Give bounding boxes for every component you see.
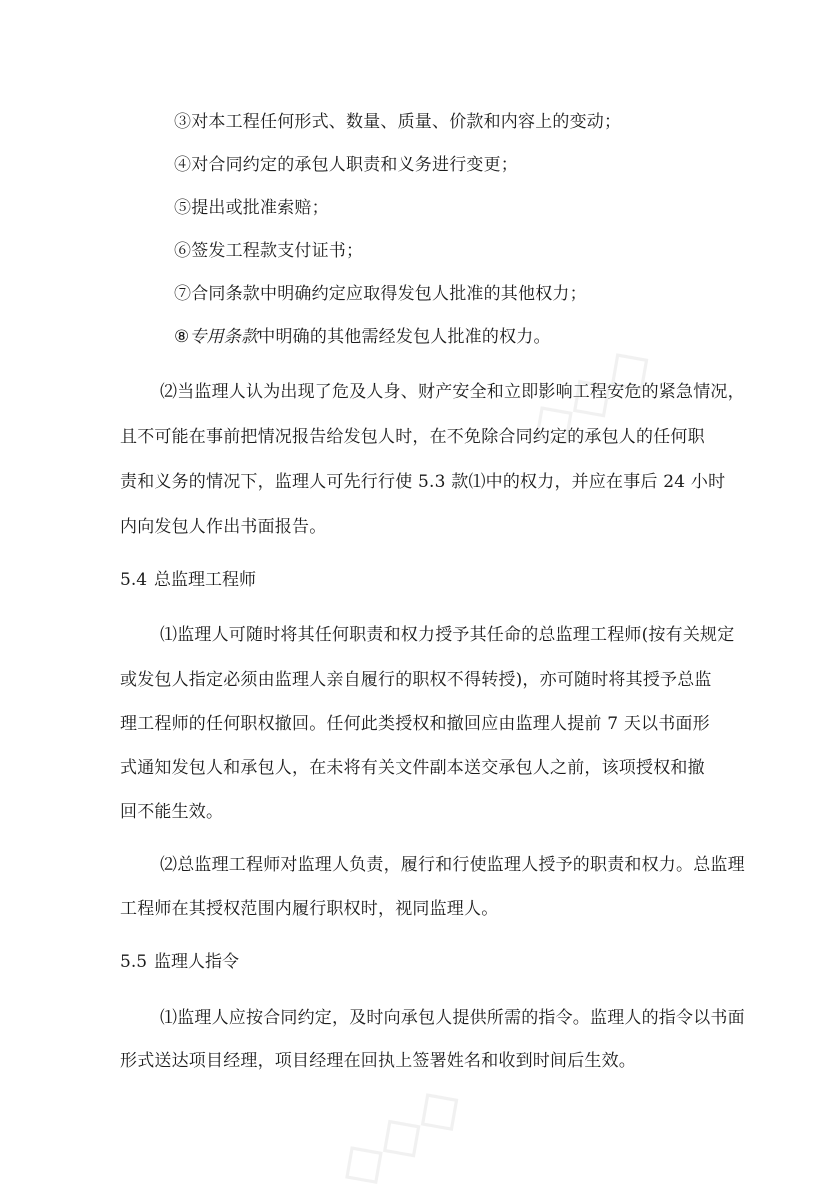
list-item-marker: ⑧ bbox=[174, 327, 190, 347]
list-item: ④对合同约定的承包人职责和义务进行变更； bbox=[174, 155, 518, 175]
paragraph-line: ⑴监理人应按合同约定，及时向承包人提供所需的指令。监理人的指令以书面 bbox=[160, 1008, 745, 1028]
section-number: 5.5 bbox=[120, 952, 148, 972]
paragraph-line: ⑵当监理人认为出现了危及人身、财产安全和立即影响工程安危的紧急情况， bbox=[160, 382, 745, 402]
list-item: ⑥签发工程款支付证书； bbox=[174, 241, 364, 261]
paragraph-line: 内向发包人作出书面报告。 bbox=[120, 517, 327, 537]
paragraph-line: ⑴监理人可随时将其任何职责和权力授予其任命的总监理工程师(按有关规定 bbox=[160, 625, 735, 645]
emphasized-term: 专用条款 bbox=[189, 327, 259, 347]
section-heading bbox=[120, 568, 256, 592]
paragraph-line: 式通知发包人和承包人，在未将有关文件副本送交承包人之前，该项授权和撤 bbox=[120, 758, 705, 778]
section-title: 监理人指令 bbox=[154, 952, 239, 972]
section-title: 总监理工程师 bbox=[154, 570, 256, 590]
paragraph-line: 责和义务的情况下，监理人可先行行使 5.3 款⑴中的权力，并应在事后 24 小时 bbox=[120, 472, 726, 492]
paragraph-line: 工程师在其授权范围内履行职权时，视同监理人。 bbox=[120, 899, 499, 919]
list-item: ⑦合同条款中明确约定应取得发包人批准的其他权力； bbox=[174, 284, 587, 304]
paragraph-line: ⑵总监理工程师对监理人负责，履行和行使监理人授予的职责和权力。总监理 bbox=[160, 855, 745, 875]
paragraph-line: 且不可能在事前把情况报告给发包人时，在不免除合同约定的承包人的任何职 bbox=[120, 427, 705, 447]
section-heading bbox=[120, 950, 239, 974]
list-item: ③对本工程任何形式、数量、质量、价款和内容上的变动； bbox=[174, 112, 622, 132]
paragraph-line: 理工程师的任何职权撤回。任何此类授权和撤回应由监理人提前 7 天以书面形 bbox=[120, 714, 710, 734]
paragraph-line: 形式送达项目经理，项目经理在回执上签署姓名和收到时间后生效。 bbox=[120, 1051, 636, 1071]
list-item-text: 中明确的其他需经发包人批准的权力。 bbox=[258, 327, 551, 347]
watermark-icon: ◇◇◇ bbox=[512, 326, 666, 464]
watermark-icon: ◇◇◇ bbox=[322, 1066, 476, 1203]
section-number: 5.4 bbox=[120, 570, 148, 590]
list-item: ⑤提出或批准索赔； bbox=[174, 198, 329, 218]
paragraph-line: 或发包人指定必须由监理人亲自履行的职权不得转授)，亦可随时将其授予总监 bbox=[120, 670, 712, 690]
list-item bbox=[174, 325, 551, 349]
paragraph-line: 回不能生效。 bbox=[120, 802, 224, 822]
